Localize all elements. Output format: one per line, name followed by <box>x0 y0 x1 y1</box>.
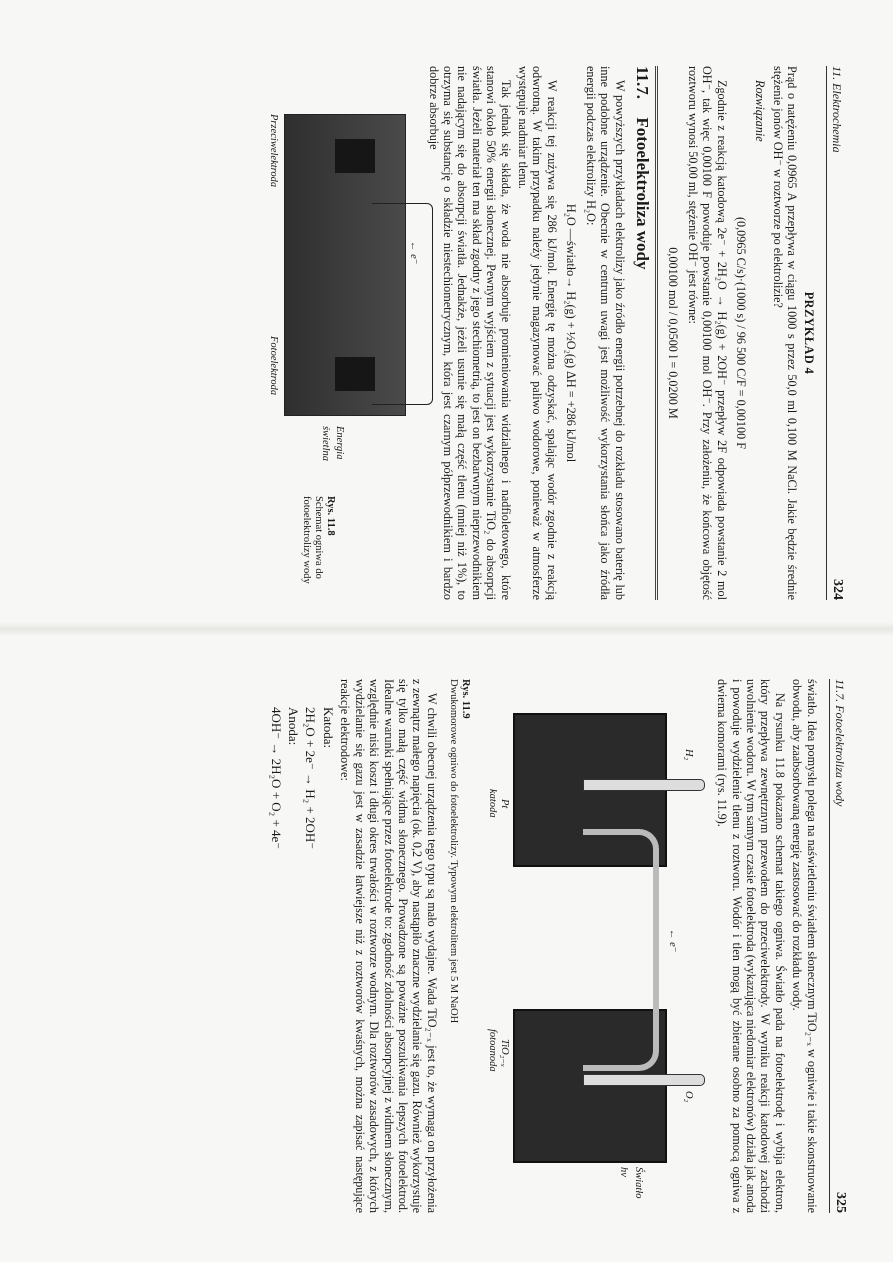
running-header <box>829 679 847 1213</box>
anode-label: Anoda: <box>286 707 302 746</box>
equation-charge: (0,0965 C/s)·(1000 s) / 96 500 C/F = 0,00100 F <box>733 216 748 449</box>
tio2-label: TiO₂₋ₓ <box>498 1039 510 1067</box>
page-324 <box>62 40 862 626</box>
example-problem: Prąd o natężeniu 0,0965 A przepływa w ciągu 1000 s przez 50,0 ml 0,100 M NaCl. Jakie będzie średnie stężenie jonów OH⁻ w roztworze po elektrolizie? <box>770 66 800 600</box>
electron-label: ← e⁻ <box>666 929 678 953</box>
electron-label: ← e⁻ <box>408 241 420 265</box>
paragraph: światło. Idea pomysłu polega na naświetleniu światłem słonecznym TiO₂₋ₓ w ogniwie i takie skonstruowanie obwodu, aby zaabsorbowaną energię zastosować do rozkładu wody. <box>790 679 819 1213</box>
h2-tube <box>583 779 705 791</box>
figure-number: Rys. 11.8 <box>325 496 337 536</box>
figure-caption-text: Schemat ogniwa do fotoelektrolizy wody <box>301 496 325 584</box>
solution-label: Rozwiązanie <box>753 80 768 142</box>
o2-label: O₂ <box>682 1091 694 1103</box>
figure-caption-text: Dwukomorowe ogniwo do fotoelektrolizy. Typowym elektrolitem jest 5 M NaOH <box>447 679 459 1024</box>
counter-electrode <box>335 139 375 173</box>
figure-11-8 <box>246 66 420 600</box>
cell-diagram <box>284 114 406 416</box>
figure-caption <box>447 679 471 1213</box>
section-title: Fotoelektroliza wody <box>632 117 652 270</box>
figure-11-9 <box>475 679 705 1213</box>
example-title: PRZYKŁAD 4 <box>801 291 816 375</box>
photo-electrode-label: Fotoelektroda <box>268 336 280 396</box>
page-number: 325 <box>833 1192 848 1213</box>
chapter-title: 11. Elektrochemia <box>830 66 844 153</box>
paragraph: W powyższych przykładach elektrolizy jako źródło energii potrzebnej do rozkładu stosowano baterię lub inne podobne urządzenie. Obecnie w centrum uwagi jest możliwość wykorzystania słońca jako źródła energii podczas elektrolizy H₂O: <box>583 66 627 600</box>
chapter-title: 11.7. Fotoelektroliza wody <box>833 679 847 807</box>
running-header <box>826 66 844 600</box>
page-325 <box>65 653 865 1239</box>
figure-caption <box>300 496 336 606</box>
section-rule <box>655 66 658 600</box>
pt-label: Pt <box>498 799 510 809</box>
o2-tube <box>583 1074 705 1086</box>
solution-text: Zgodnie z reakcją katodową 2e⁻ + 2H₂O → H₂(g) + 2OH⁻ przepływ 2F odpowiada powstanie 2 mol OH⁻, tak więc 0,00100 F powoduje powstanie 0,00100 mol OH⁻. Przy założeniu, że końcowa objętość roztworu wynosi 50,00 ml, stężenie OH⁻ jest równe: <box>685 66 729 600</box>
cathode-label: katoda <box>486 789 498 818</box>
page-number: 324 <box>830 579 845 600</box>
connecting-bridge <box>583 829 659 1071</box>
section-heading <box>632 66 652 600</box>
external-wire <box>372 203 433 405</box>
paragraph: Tak jednak się składa, że woda nie absorbuje promieniowania widzialnego i nadfioletowego, które stanowi około 50% energii słonecznej. Pewnym wyjściem z sytuacji jest wykorzystanie TiO₂ do absorpcji światła. Jeżeli materiał ten ma skład zgodny z jego stechiometrią, to jest on bezbarwnym nieprzewodnikiem nie nadającym się do absorpcji światła. Jednakże, jeżeli usunie się małą część tlenu (mniej niż 1%), to otrzyma się substancję o składzie niestechiometrycznym, która jest czarnym półprzewodnikiem i bardzo dobrze absorbuje <box>426 66 513 600</box>
energy-label: Energia świetlna <box>319 426 346 462</box>
paragraph: W chwili obecnej urządzenia tego typu są mało wydajne. Wada TiO₂₋ₓ jest to, że wymaga on przyłożenia z zewnątrz małego napięcia (ok. 0,2 V), aby nastąpiło znaczne wydzielanie się gazu. Również wykorzystuje się tylko małą część widma słonecznego. Prowadzone są poważne poszukiwania lepszych fotoelektrod. Idealne warunki spełniające przez fotoelektrode to: zgodność zdolności absorpcyjnej z widmem słonecznym, względnie niski koszt i długi okres trwałości w roztworze wodnym. Dla roztworów zasadowych, z których wydzielanie się gazu jest w zasadzie łatwiejsze niż z roztworów kwaśnych, można zapisać następujące reakcje elektrodowe: <box>338 679 439 1213</box>
photo-electrode <box>335 357 375 391</box>
counter-electrode-label: Przeciwelektroda <box>268 114 280 188</box>
photoanode-label: fotoanoda <box>486 1029 498 1072</box>
cathode-equation: 2H₂O + 2e⁻ → H₂ + 2OH⁻ <box>303 707 319 850</box>
cathode-label: Katoda: <box>320 707 336 749</box>
paragraph: Na rysunku 11.8 pokazano schemat takiego ogniwa. Światło pada na fotoelektrodę i wybija elektron, który przepływa zewnętrznym przewodem do przeciwelektrody. W wyniku reakcji katodowej zachodzi uwolnienie wodoru. W tym samym czasie fotoelektroda (wykazująca niedomiar elektronów) działa jak anoda i powoduje wydzielenie tlenu z roztworu. Wodór i tlen mogą być zbierane osobno za pomocą ogniwa z dwiema komorami (rys. 11.9). <box>715 679 787 1213</box>
light-label: Światło hν <box>618 1167 644 1199</box>
equation-concentration: 0,00100 mol / 0,0500 l = 0,0200 M <box>666 247 681 419</box>
anode-equation: 4OH⁻ → 2H₂O + O₂ + 4e⁻ <box>268 707 284 850</box>
h2-label: H₂ <box>682 749 694 761</box>
figure-number: Rys. 11.9 <box>459 679 471 719</box>
reaction-equation: H₂O —światło→ H₂(g) + ½O₂(g) ΔH = +286 kJ/mol <box>564 203 579 463</box>
section-number: 11.7. <box>632 66 652 100</box>
paragraph: W reakcji tej zużywa się 286 kJ/mol. Energię tę można odzyskać, spalając wodór zgodnie z reakcją odwrotną. W takim przypadku należy jedynie magazynować paliwo wodorowe, ponieważ w atmosferze występuje nadmiar tlenu. <box>516 66 559 600</box>
